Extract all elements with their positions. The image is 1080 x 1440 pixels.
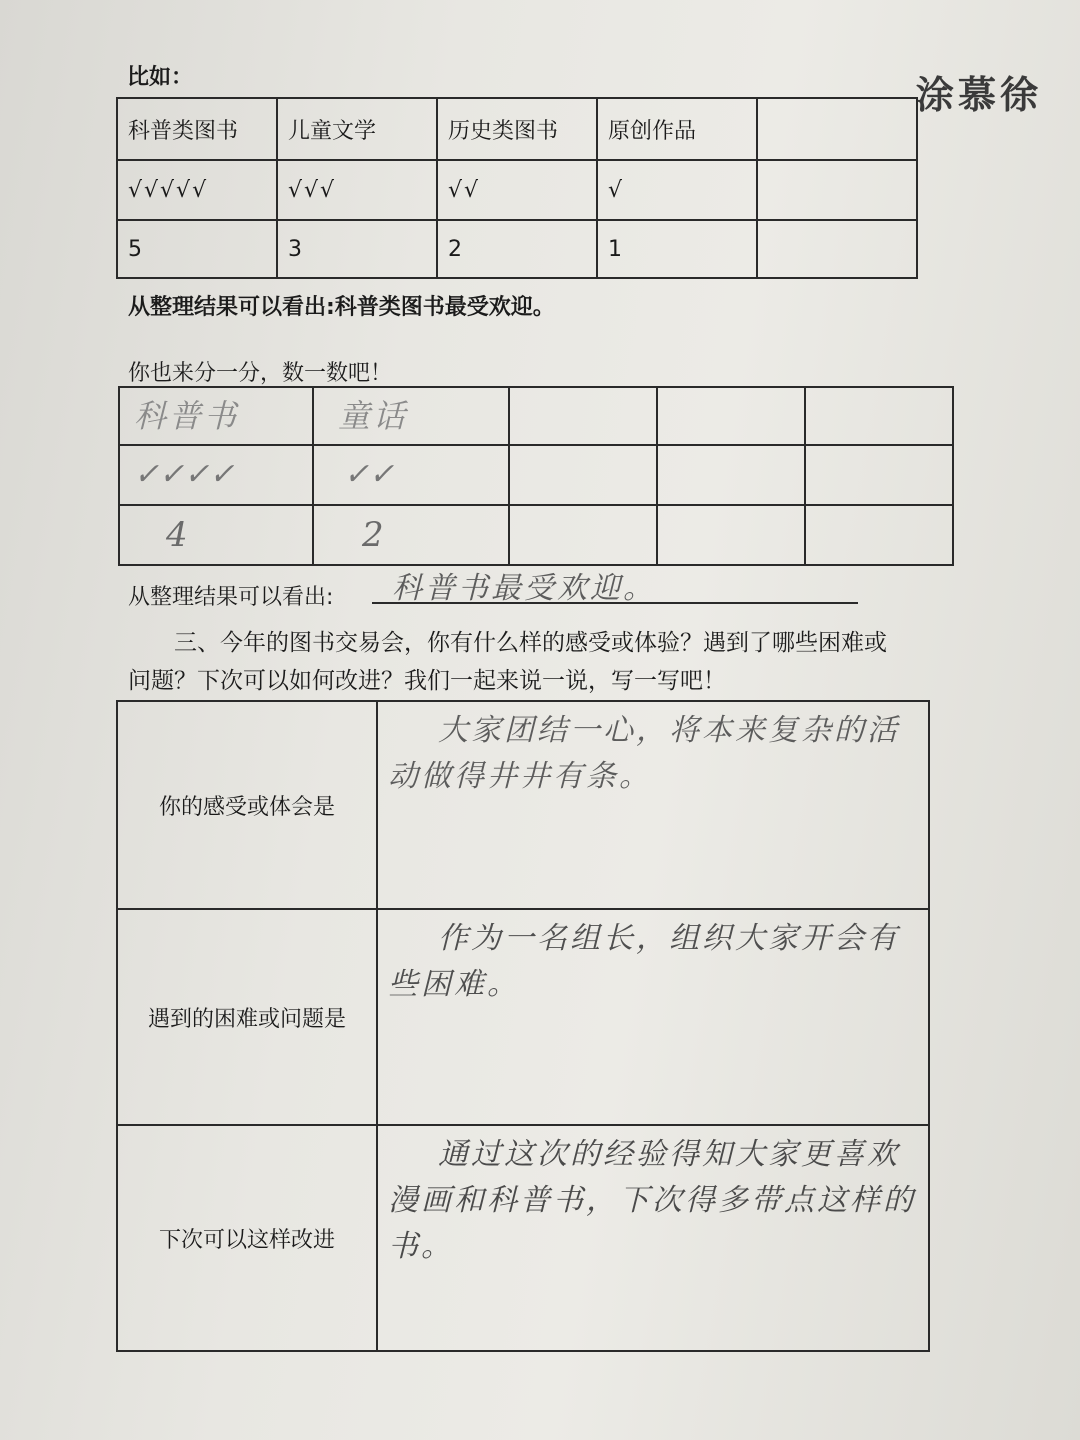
exercise-count-cell [805, 505, 953, 565]
example-tick-cell: √ [597, 160, 757, 220]
reflection-label: 下次可以这样改进 [117, 1125, 377, 1351]
reflection-answer-cell [377, 701, 929, 909]
example-tick-cell: √√√ [277, 160, 437, 220]
reflection-answer: 通过这次的经验得知大家更喜欢漫画和科普书，下次得多带点这样的书。 [388, 1137, 916, 1264]
example-count-cell: 1 [597, 220, 757, 278]
example-count-cell [757, 220, 917, 278]
example-header-cell: 历史类图书 [437, 98, 597, 160]
reflection-label: 你的感受或体会是 [117, 701, 377, 909]
example-header-cell: 原创作品 [597, 98, 757, 160]
exercise-count-cell: 4 [119, 505, 313, 565]
exercise-header-cell: 科普书 [119, 387, 313, 445]
reflection-answer: 作为一名组长，组织大家开会有些困难。 [388, 921, 900, 1002]
exercise-count-cell: 2 [313, 505, 509, 565]
exercise-count-cell [509, 505, 657, 565]
exercise-tick-cell [509, 445, 657, 505]
exercise-prompt: 你也来分一分，数一数吧！ [128, 361, 393, 386]
exercise-header-cell [805, 387, 953, 445]
example-tick-cell: √√ [437, 160, 597, 220]
example-label: 比如： [127, 65, 194, 90]
example-header-cell [757, 98, 917, 160]
reflection-answer: 大家团结一心，将本来复杂的活动做得井井有条。 [388, 713, 900, 794]
exercise-table [118, 386, 954, 566]
exercise-header-cell: 童话 [313, 387, 509, 445]
example-count-cell: 3 [277, 220, 437, 278]
exercise-tick-cell [805, 445, 953, 505]
example-header-cell: 科普类图书 [117, 98, 277, 160]
example-header-cell: 儿童文学 [277, 98, 437, 160]
example-count-cell: 5 [117, 220, 277, 278]
exercise-tick-cell: ✓✓ [313, 445, 509, 505]
reflection-table [116, 700, 930, 1352]
student-name: 涂慕徐 [915, 72, 1042, 117]
section3-question: 三、今年的图书交易会，你有什么样的感受或体验？遇到了哪些困难或问题？下次可以如何改进？我们一起来说一说，写一写吧！ [128, 630, 887, 694]
exercise-tick-cell: ✓✓✓✓ [119, 445, 313, 505]
example-conclusion: 从整理结果可以看出:科普类图书最受欢迎。 [128, 295, 555, 320]
reflection-label: 遇到的困难或问题是 [117, 909, 377, 1125]
exercise-count-cell [657, 505, 805, 565]
example-count-cell: 2 [437, 220, 597, 278]
exercise-tick-cell [657, 445, 805, 505]
exercise-conclusion-answer: 科普书最受欢迎。 [392, 571, 656, 606]
example-tick-cell [757, 160, 917, 220]
example-table [116, 97, 918, 279]
exercise-conclusion-prefix: 从整理结果可以看出: [128, 585, 334, 610]
reflection-answer-cell [377, 1125, 929, 1351]
exercise-header-cell [657, 387, 805, 445]
exercise-header-cell [509, 387, 657, 445]
example-tick-cell: √√√√√ [117, 160, 277, 220]
reflection-answer-cell [377, 909, 929, 1125]
